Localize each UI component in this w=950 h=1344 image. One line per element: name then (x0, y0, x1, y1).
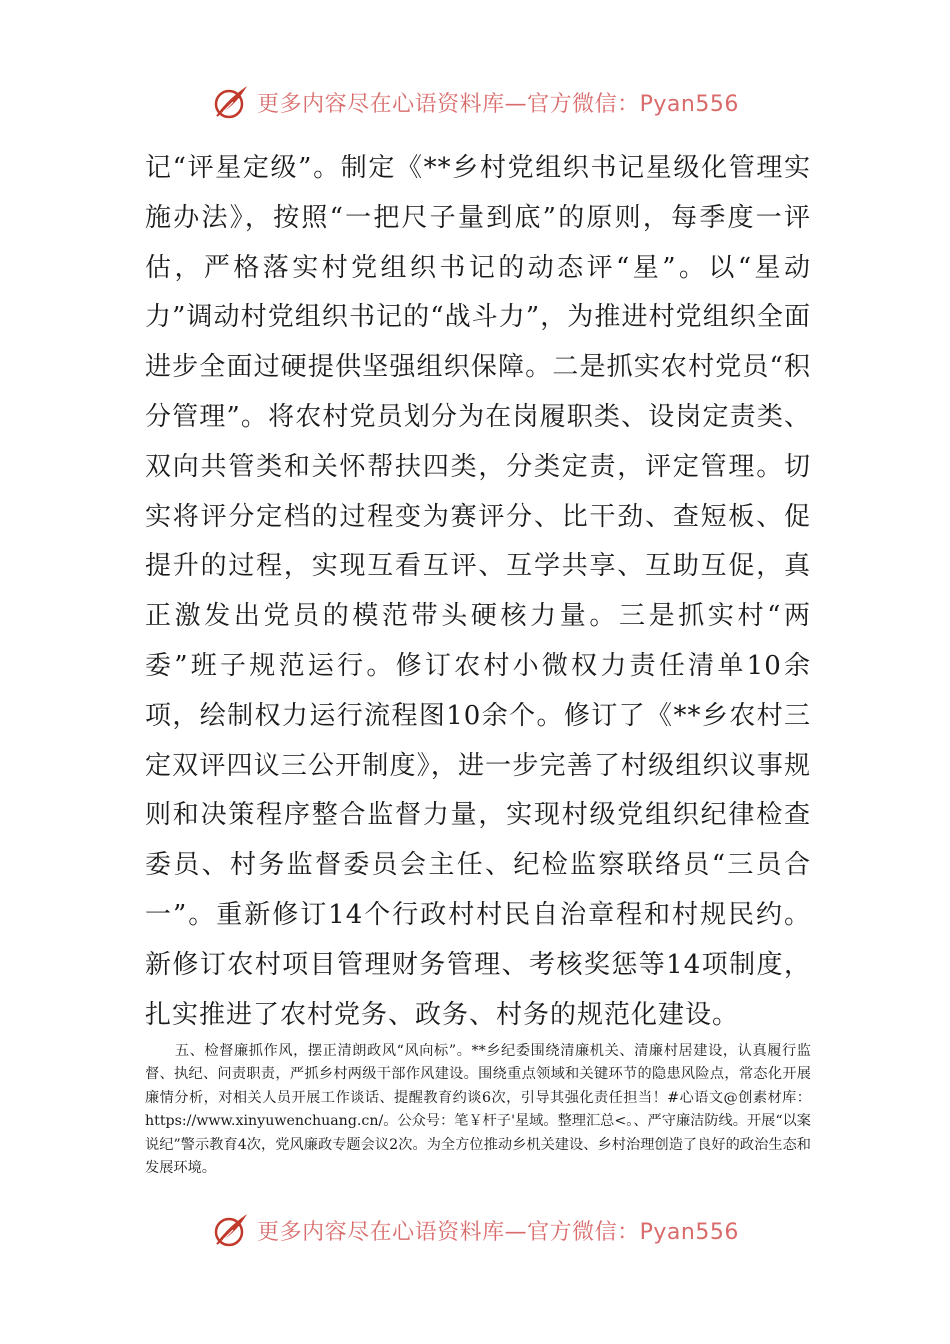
section-five-paragraph: 五、检督廉抓作风，摆正清朗政风“风向标”。**乡纪委围绕清廉机关、清廉村居建设，认真履行监督、执纪、问责职责，严抓乡村两级干部作风建设。围绕重点领域和关键环节的隐患风险点，常态化开展廉情分析，对相关人员开展工作谈话、提醒教育约谈6次，引导其强化责任担当！#心语文@创素材库：https://www.xinyuwenchuang.cn/。公众号：笔￥杆子'星域。整理汇总<。、严守廉洁防线。开展“以案说纪”警示教育4次，党风廉政专题会议2次。为全方位推动乡机关建设、乡村治理创造了良好的政治生态和发展环境。 (145, 1043, 811, 1177)
header-banner (0, 80, 950, 124)
header-banner-text: 更多内容尽在心语资料库—官方微信：Pyan556 (257, 91, 739, 117)
main-paragraph: 记“评星定级”。制定《**乡村党组织书记星级化管理实施办法》，按照“一把尺子量到底”的原则，每季度一评估，严格落实村党组织书记的动态评“星”。以“星动力”调动村党组织书记的“战斗力”，为推进村党组织全面进步全面过硬提供坚强组织保障。二是抓实农村党员“积分管理”。将农村党员划分为在岗履职类、设岗定责类、双向共管类和关怀帮扶四类，分类定责，评定管理。切实将评分定档的过程变为赛评分、比干劲、查短板、促提升的过程，实现互看互评、互学共享、互助互促，真正激发出党员的模范带头硬核力量。三是抓实村“两委”班子规范运行。修订农村小微权力责任清单10余项，绘制权力运行流程图10余个。修订了《**乡农村三定双评四议三公开制度》，进一步完善了村级组织议事规则和决策程序整合监督力量，实现村级党组织纪律检查委员、村务监督委员会主任、纪检监察联络员“三员合一”。重新修订14个行政村村民自治章程和村规民约。新修订农村项目管理财务管理、考核奖惩等14项制度，扎实推进了农村党务、政务、村务的规范化建设。 (145, 153, 811, 1030)
quill-logo-icon (211, 82, 251, 122)
footer-banner (0, 1208, 950, 1252)
quill-logo-icon (211, 1210, 251, 1250)
footer-banner-text: 更多内容尽在心语资料库—官方微信：Pyan556 (257, 1219, 739, 1245)
